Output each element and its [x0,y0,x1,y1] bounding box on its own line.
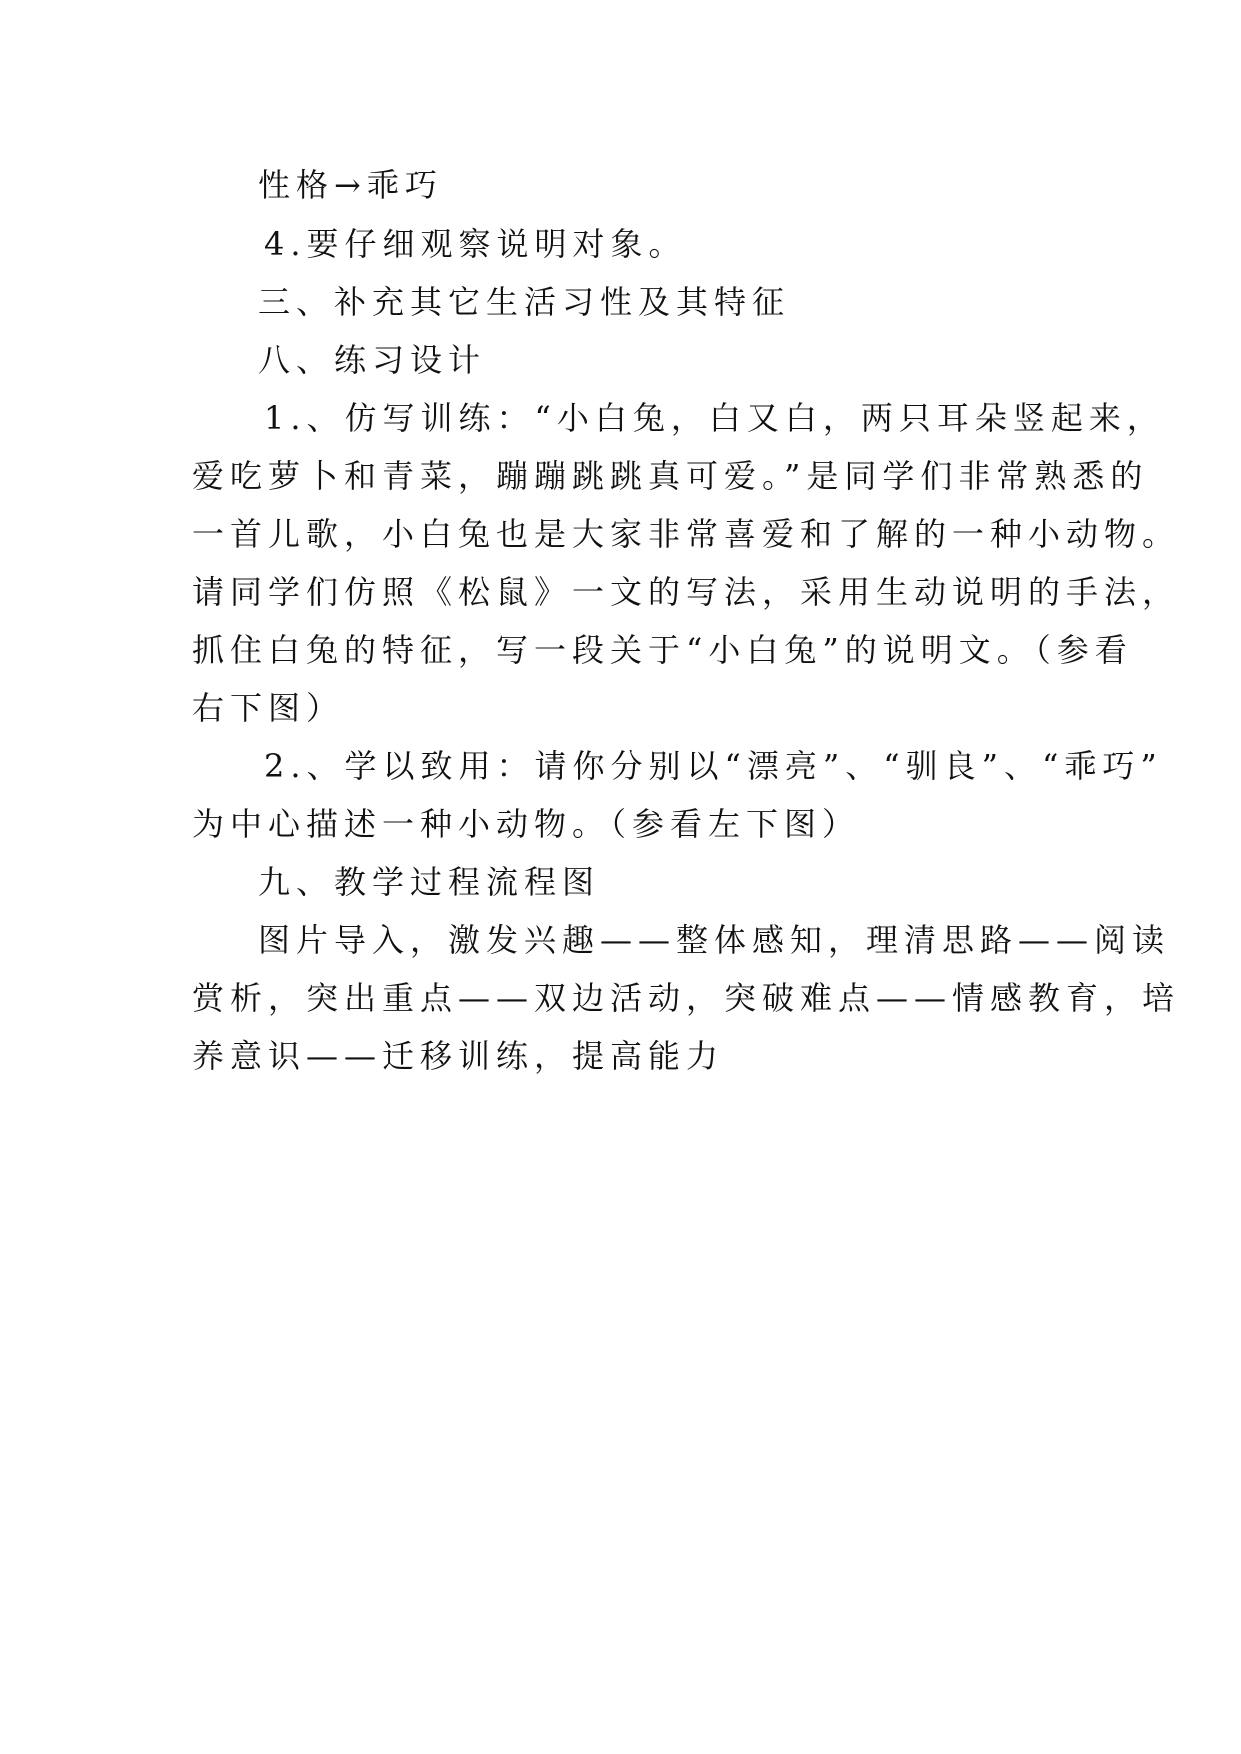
paragraph-line: 2.、学以致用：请你分别以“漂亮”、“驯良”、“乖巧” [264,747,1163,785]
paragraph-line: 养意识——迁移训练，提高能力 [192,1037,725,1075]
text-line: 性格→乖巧 [258,166,443,204]
paragraph-line: 赏析，突出重点——双边活动，突破难点——情感教育，培 [192,979,1181,1017]
text-line: 4.要仔细观察说明对象。 [264,225,687,263]
paragraph-line: 右下图） [192,689,345,727]
section-heading: 九、教学过程流程图 [258,863,601,901]
paragraph-line: 一首儿歌，小白兔也是大家非常喜爱和了解的一种小动物。 [192,515,1181,553]
paragraph-line: 为中心描述一种小动物。（参看左下图） [192,805,861,843]
section-heading: 三、补充其它生活习性及其特征 [258,283,791,321]
paragraph-line: 图片导入，激发兴趣——整体感知，理清思路——阅读 [258,921,1171,959]
section-heading: 八、练习设计 [258,341,487,379]
paragraph-line: 抓住白兔的特征，写一段关于“小白兔”的说明文。（参看 [192,631,1133,669]
paragraph-line: 1.、仿写训练：“小白兔，白又白，两只耳朵竖起来， [264,399,1165,437]
paragraph-line: 爱吃萝卜和青菜，蹦蹦跳跳真可爱。”是同学们非常熟悉的 [192,457,1149,495]
paragraph-line: 请同学们仿照《松鼠》一文的写法，采用生动说明的手法， [192,573,1181,611]
